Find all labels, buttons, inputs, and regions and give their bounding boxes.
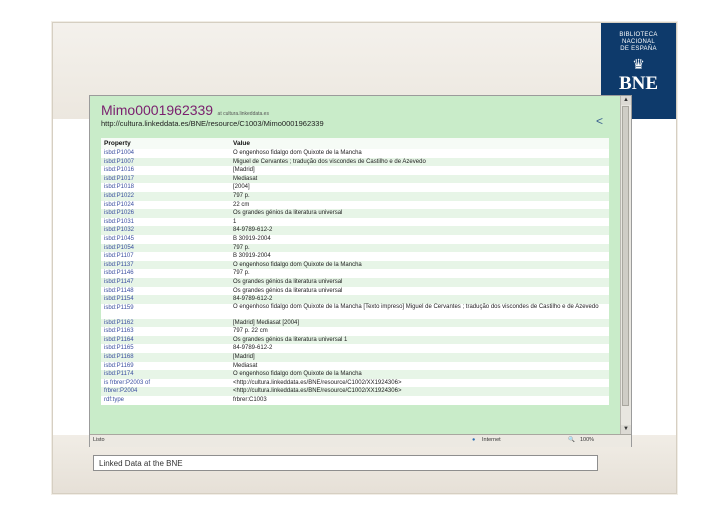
property-link[interactable]: isbd:P1045: [101, 235, 230, 244]
zoom-icon[interactable]: 🔍: [568, 437, 575, 443]
table-row: [101, 278, 609, 287]
table-row: [101, 304, 609, 319]
property-value: 84-9789-612-2: [230, 226, 609, 235]
property-value: 84-9789-612-2: [230, 295, 609, 304]
property-value: B 30919-2004: [230, 252, 609, 261]
property-value: [Madrid]: [230, 353, 609, 362]
property-value: Mediasat: [230, 175, 609, 184]
scroll-up-icon[interactable]: ▲: [621, 96, 631, 105]
table-row: [101, 269, 609, 278]
logo-line-1: BIBLIOTECA: [619, 32, 658, 38]
property-value: 797 p.: [230, 192, 609, 201]
share-icon[interactable]: <: [596, 114, 604, 128]
property-link[interactable]: isbd:P1022: [101, 192, 230, 201]
scroll-thumb[interactable]: [622, 106, 629, 406]
table-row: [101, 295, 609, 304]
property-link[interactable]: isbd:P1164: [101, 336, 230, 345]
table-row: [101, 336, 609, 345]
property-value: Miguel de Cervantes ; tradução dos viscondes de Castilho e de Azevedo: [230, 158, 609, 167]
table-row: [101, 201, 609, 210]
slide: [52, 22, 677, 494]
property-value: frbrer:C1003: [230, 396, 609, 405]
table-row: [101, 287, 609, 296]
table-row: [101, 192, 609, 201]
property-value: 797 p.: [230, 244, 609, 253]
property-link[interactable]: isbd:P1165: [101, 344, 230, 353]
property-link[interactable]: isbd:P1107: [101, 252, 230, 261]
logo-abbr: BNE: [618, 73, 659, 94]
vertical-scrollbar[interactable]: [620, 96, 631, 434]
property-value: 22 cm: [230, 201, 609, 210]
property-link[interactable]: isbd:P1168: [101, 353, 230, 362]
property-value: O engenhoso fidalgo dom Quixote de la Mancha: [230, 370, 609, 379]
table-row: [101, 244, 609, 253]
property-value: Os grandes génios da literatura universal: [230, 287, 609, 296]
table-row: [101, 396, 609, 405]
zone-label: Internet: [482, 437, 501, 443]
property-table: [101, 138, 609, 405]
table-row: [101, 235, 609, 244]
table-row: [101, 362, 609, 371]
property-link[interactable]: isbd:P1162: [101, 319, 230, 328]
property-link[interactable]: isbd:P1147: [101, 278, 230, 287]
property-link[interactable]: isbd:P1026: [101, 209, 230, 218]
table-row: [101, 252, 609, 261]
status-bar: [90, 434, 631, 447]
property-value: O engenhoso fidalgo dom Quixote de la Mancha: [230, 149, 609, 158]
table-row: [101, 175, 609, 184]
property-link[interactable]: isbd:P1154: [101, 295, 230, 304]
table-row: [101, 370, 609, 379]
property-link[interactable]: isbd:P1016: [101, 166, 230, 175]
property-link[interactable]: isbd:P1169: [101, 362, 230, 371]
property-link[interactable]: rdf:type: [101, 396, 230, 405]
property-value: Os grandes génios da literatura universal: [230, 278, 609, 287]
table-row: [101, 327, 609, 336]
property-link[interactable]: isbd:P1024: [101, 201, 230, 210]
table-row: [101, 218, 609, 227]
property-link[interactable]: isbd:P1007: [101, 158, 230, 167]
property-value: 1: [230, 218, 609, 227]
property-value: [Madrid]: [230, 166, 609, 175]
zoom-level[interactable]: 100%: [580, 437, 595, 443]
property-link[interactable]: frbrer:P2004: [101, 387, 230, 396]
slide-caption: Linked Data at the BNE: [93, 455, 598, 471]
property-link[interactable]: isbd:P1174: [101, 370, 230, 379]
property-value: [Madrid] Mediasat [2004]: [230, 319, 609, 328]
property-value: <http://cultura.linkeddata.es/BNE/resource/C1002/XX1924306>: [230, 387, 609, 396]
table-row: [101, 158, 609, 167]
table-row: [101, 379, 609, 388]
status-text: Listo: [93, 437, 105, 443]
resource-uri[interactable]: http://cultura.linkeddata.es/BNE/resource/C1003/Mimo0001962339: [101, 119, 324, 128]
property-value: B 30919-2004: [230, 235, 609, 244]
property-link[interactable]: isbd:P1163: [101, 327, 230, 336]
table-row: [101, 319, 609, 328]
property-link[interactable]: isbd:P1032: [101, 226, 230, 235]
resource-id: Mimo0001962339: [101, 102, 214, 118]
property-link[interactable]: isbd:P1017: [101, 175, 230, 184]
property-value: 797 p. 22 cm: [230, 327, 609, 336]
property-value: <http://cultura.linkeddata.es/BNE/resource/C1002/XX1924306>: [230, 379, 609, 388]
property-value: Os grandes génios da literatura universal 1: [230, 336, 609, 345]
table-row: [101, 344, 609, 353]
property-link[interactable]: isbd:P1054: [101, 244, 230, 253]
table-row: [101, 183, 609, 192]
property-value: O engenhoso fidalgo dom Quixote de la Mancha [Texto impreso] Miguel de Cervantes ; tradução dos viscondes de Castilho e de Azevedo: [230, 304, 609, 319]
property-link[interactable]: isbd:P1004: [101, 149, 230, 158]
page-content: [90, 96, 621, 434]
table-row: [101, 261, 609, 270]
property-link[interactable]: isbd:P1148: [101, 287, 230, 296]
property-link[interactable]: isbd:P1146: [101, 269, 230, 278]
globe-icon: ●: [472, 437, 476, 443]
property-value: 84-9789-612-2: [230, 344, 609, 353]
table-row: [101, 149, 609, 158]
table-row: [101, 209, 609, 218]
resource-site: at cultura.linkeddata.es: [217, 111, 269, 117]
property-value: Os grandes génios da literatura universal: [230, 209, 609, 218]
browser-screenshot: [89, 95, 632, 447]
property-link[interactable]: isbd:P1137: [101, 261, 230, 270]
header-value: Value: [230, 138, 609, 149]
table-row: [101, 387, 609, 396]
crown-icon: ♛: [632, 56, 645, 72]
table-row: [101, 353, 609, 362]
logo-line-3: DE ESPAÑA: [620, 46, 657, 52]
property-value: 797 p.: [230, 269, 609, 278]
property-value: [2004]: [230, 183, 609, 192]
property-link[interactable]: isbd:P1031: [101, 218, 230, 227]
property-value: Mediasat: [230, 362, 609, 371]
table-row: [101, 226, 609, 235]
property-link[interactable]: isbd:P1018: [101, 183, 230, 192]
property-value: O engenhoso fidalgo dom Quixote de la Mancha: [230, 261, 609, 270]
property-link[interactable]: isbd:P1159: [101, 304, 230, 319]
header-property: Property: [101, 138, 230, 149]
scroll-down-icon[interactable]: ▼: [621, 425, 631, 434]
property-link[interactable]: is frbrer:P2003 of: [101, 379, 230, 388]
logo-line-2: NACIONAL: [621, 39, 656, 45]
table-row: [101, 166, 609, 175]
resource-title: [101, 102, 269, 120]
